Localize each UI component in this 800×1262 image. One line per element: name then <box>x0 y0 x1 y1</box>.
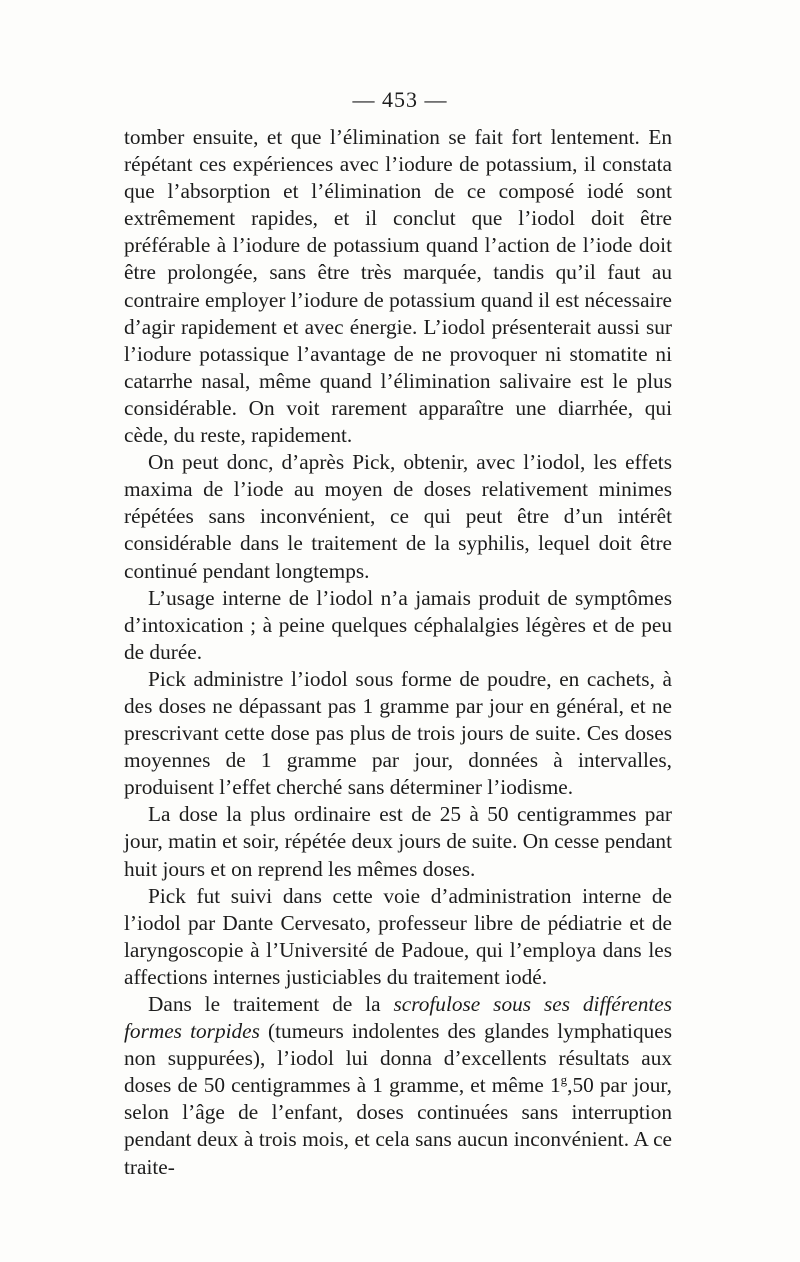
body-text <box>124 124 672 1181</box>
paragraph <box>124 991 672 1181</box>
paragraph: Pick fut suivi dans cette voie d’administration interne de l’iodol par Dante Cervesato, professeur libre de pédiatrie et de laryngoscopie à l’Université de Padoue, qui l’employa dans les affections internes justiciables du traitement iodé. <box>124 883 672 989</box>
paragraph-text: ,50 par jour, selon l’âge de l’enfant, doses continuées sans interruption pendant deux à trois mois, et cela sans aucun inconvénient. A ce traite- <box>124 1073 672 1179</box>
paragraph: L’usage interne de l’iodol n’a jamais produit de symptômes d’intoxication ; à peine quelques céphalalgies légères et de peu de durée. <box>124 585 672 664</box>
paragraph-text: (tumeurs indolentes des glandes lymphatiques non suppurées), l’iodol lui donna d’excellents résultats aux doses de 50 centigrammes à 1 gramme, et même 1 <box>124 1019 673 1098</box>
italic-phrase: scrofulose sous ses différentes formes torpides <box>124 992 672 1044</box>
paragraph-text: Dans le traitement de la <box>148 992 394 1016</box>
paragraph: tomber ensuite, et que l’élimination se fait fort lentement. En répétant ces expériences avec l’iodure de potassium, il constata que l’absorption et l’élimination de ce composé iodé sont extrêmement rapides, et il conclut que l’iodol doit être préférable à l’iodure de potassium quand l’action de l’iode doit être prolongée, sans être très marquée, tandis qu’il faut au contraire employer l’iodure de potassium quand il est nécessaire d’agir rapidement et avec énergie. L’iodol présenterait aussi sur l’iodure potassique l’avantage de ne provoquer ni stomatite ni catarrhe nasal, même quand l’élimination salivaire est le plus considérable. On voit rarement apparaître une diarrhée, qui cède, du reste, rapidement. <box>124 125 672 448</box>
paragraph: On peut donc, d’après Pick, obtenir, avec l’iodol, les effets maxima de l’iode au moyen de doses relativement minimes répétées sans inconvénient, ce qui peut être d’un intérêt considérable dans le traitement de la syphilis, lequel doit être continué pendant longtemps. <box>124 450 672 583</box>
unit-superscript: g <box>560 1072 568 1088</box>
paragraph: Pick administre l’iodol sous forme de poudre, en cachets, à des doses ne dépassant pas 1 gramme par jour en général, et ne prescrivant cette dose pas plus de trois jours de suite. Ces doses moyennes de 1 gramme par jour, données à intervalles, produisent l’effet cherché sans déterminer l’iodisme. <box>124 666 672 800</box>
paragraph: La dose la plus ordinaire est de 25 à 50 centigrammes par jour, matin et soir, répétée deux jours de suite. On cesse pendant huit jours et on reprend les mêmes doses. <box>124 802 672 881</box>
page-number: — 453 — <box>352 87 448 112</box>
